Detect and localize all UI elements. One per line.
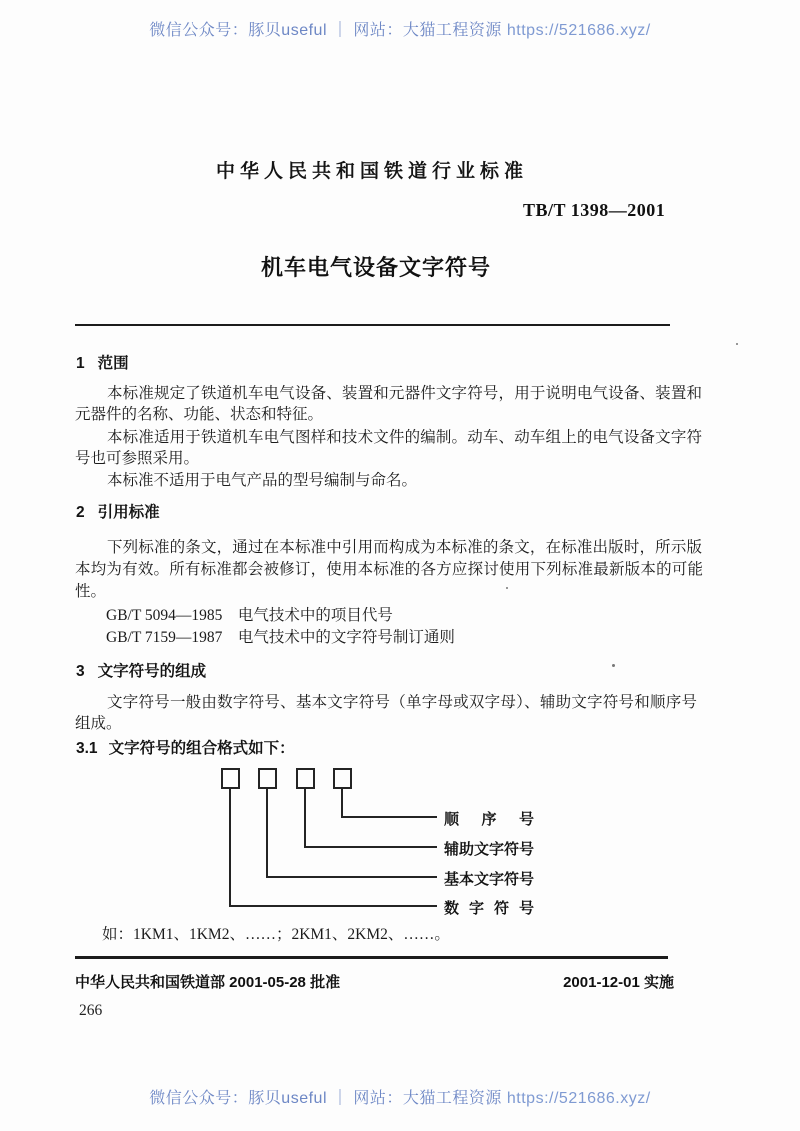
section-1-title: 范围: [97, 355, 129, 372]
watermark-wechat-label: 微信公众号：豚贝useful: [149, 22, 327, 39]
reference-standard-line: GB/T 7159—1987 电气技术中的文字符号制订通则: [106, 629, 455, 646]
section-3-heading: [76, 659, 206, 681]
connector-line: [229, 905, 437, 907]
scan-speck: [736, 343, 738, 345]
approval-statement: 中华人民共和国铁道部 2001-05-28 批准: [75, 974, 341, 991]
body-line: 文字符号一般由数字符号、基本文字符号（单字母或双字母）、辅助文字符号和顺序号: [107, 694, 697, 711]
symbol-box-sequence: [333, 768, 352, 789]
diagram-label-sequence-number: 顺序号: [444, 811, 534, 828]
subsection-3-1-heading: [76, 736, 295, 758]
symbol-box-auxiliary: [296, 768, 315, 789]
body-line: 性。: [75, 583, 107, 600]
watermark-separator: ｜: [331, 22, 349, 39]
watermark-wechat-label: 微信公众号：豚贝useful: [149, 1090, 327, 1107]
body-line: 元器件的名称、功能、状态和特征。: [75, 406, 324, 423]
watermark-top: [0, 17, 800, 40]
section-2-heading: [76, 500, 160, 522]
footer-divider-rule: [75, 956, 668, 959]
connector-line: [341, 789, 343, 818]
symbol-box-basic: [258, 768, 277, 789]
symbol-box-digit: [221, 768, 240, 789]
body-line: 本标准不适用于电气产品的型号编制与命名。: [107, 472, 418, 489]
body-line: 本标准适用于铁道机车电气图样和技术文件的编制。动车、动车组上的电气设备文字符: [107, 429, 702, 446]
implementation-date: 2001-12-01 实施: [563, 974, 674, 991]
subsection-3-1-title: 文字符号的组合格式如下：: [108, 740, 295, 757]
connector-line: [304, 846, 437, 848]
section-3-number: 3: [76, 663, 85, 680]
body-line: 本标准规定了铁道机车电气设备、装置和元器件文字符号，用于说明电气设备、装置和: [107, 385, 702, 402]
connector-line: [341, 816, 437, 818]
body-line: 号也可参照采用。: [75, 450, 200, 467]
diagram-label-auxiliary-symbol: 辅助文字符号: [444, 841, 535, 858]
watermark-url: https://521686.xyz/: [506, 1090, 651, 1107]
watermark-url: https://521686.xyz/: [506, 22, 651, 39]
example-line: 如：1KM1、1KM2、……；2KM1、2KM2、……。: [102, 926, 450, 943]
standard-category-title: 中华人民共和国铁道行业标准: [216, 161, 529, 182]
connector-line: [229, 789, 231, 907]
document-title: 机车电气设备文字符号: [261, 255, 492, 280]
scan-speck: [506, 587, 508, 589]
reference-standard-line: GB/T 5094—1985 电气技术中的项目代号: [106, 607, 393, 624]
section-2-number: 2: [76, 504, 85, 521]
connector-line: [266, 789, 268, 878]
section-1-number: 1: [76, 355, 85, 372]
diagram-label-digit-symbol: 数字符号: [444, 900, 534, 917]
subsection-3-1-number: 3.1: [76, 740, 98, 757]
body-line: 组成。: [75, 715, 122, 732]
watermark-site-label: 网站：大猫工程资源: [353, 1090, 502, 1107]
connector-line: [304, 789, 306, 848]
scan-speck: [612, 664, 615, 667]
section-1-heading: [76, 351, 129, 373]
watermark-bottom: [0, 1085, 800, 1108]
standard-number: TB/T 1398—2001: [523, 200, 666, 220]
section-3-title: 文字符号的组成: [97, 663, 207, 680]
watermark-site-label: 网站：大猫工程资源: [353, 22, 502, 39]
watermark-separator: ｜: [331, 1090, 349, 1107]
section-2-title: 引用标准: [97, 504, 160, 521]
page-number: 266: [79, 1002, 103, 1019]
diagram-label-basic-symbol: 基本文字符号: [444, 871, 535, 888]
title-divider-rule: [75, 324, 670, 326]
connector-line: [266, 876, 437, 878]
body-line: 本均为有效。所有标准都会被修订，使用本标准的各方应探讨使用下列标准最新版本的可能: [75, 561, 703, 578]
body-line: 下列标准的条文，通过在本标准中引用而构成为本标准的条文，在标准出版时，所示版: [107, 539, 702, 556]
